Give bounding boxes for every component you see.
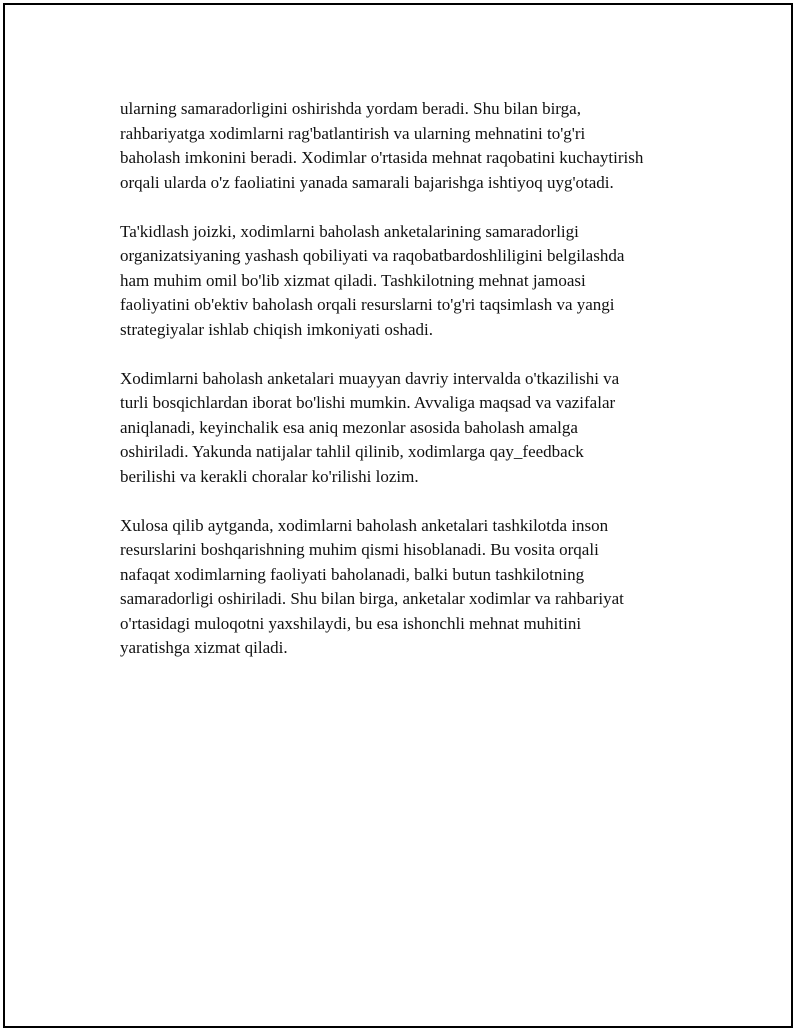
document-body <box>120 97 700 685</box>
text-line: Xulosa qilib aytganda, xodimlarni baholash anketalari tashkilotda inson <box>120 515 609 535</box>
paragraph-2 <box>120 220 700 343</box>
text-line: aniqlanadi, keyinchalik esa aniq mezonlar asosida baholash amalga <box>120 417 578 437</box>
text-line: yaratishga xizmat qiladi. <box>120 638 288 657</box>
document-page <box>3 3 793 1028</box>
text-line: strategiyalar ishlab chiqish imkoniyati oshadi. <box>120 319 434 339</box>
text-line: ham muhim omil bo'lib xizmat qiladi. Tashkilotning mehnat jamoasi <box>120 270 586 290</box>
text-line: orqali ularda o'z faoliatini yanada samarali bajarishga ishtiyoq uyg'otadi. <box>120 172 614 192</box>
text-line: resurslarini boshqarishning muhim qismi hisoblanadi. Bu vosita orqali <box>120 540 599 559</box>
text-line: samaradorligi oshiriladi. Shu bilan birga, anketalar xodimlar va rahbariyat <box>120 589 624 608</box>
text-line: oshiriladi. Yakunda natijalar tahlil qilinib, xodimlarga qay_feedback <box>120 442 584 461</box>
text-line: faoliyatini ob'ektiv baholash orqali resurslarni to'g'ri taqsimlash va yangi <box>120 295 615 314</box>
text-line: Ta'kidlash joizki, xodimlarni baholash anketalarining samaradorligi <box>120 221 579 241</box>
paragraph-4 <box>120 514 700 661</box>
text-line: berilishi va kerakli choralar ko'rilishi lozim. <box>120 466 419 486</box>
text-line: nafaqat xodimlarning faoliyati baholanadi, balki butun tashkilotning <box>120 564 585 584</box>
text-line: rahbariyatga xodimlarni rag'batlantirish va ularning mehnatini to'g'ri <box>120 123 586 143</box>
text-line: Xodimlarni baholash anketalari muayyan davriy intervalda o'tkazilishi va <box>120 368 620 388</box>
text-line: turli bosqichlardan iborat bo'lishi mumkin. Avvaliga maqsad va vazifalar <box>120 393 616 412</box>
text-line: organizatsiyaning yashash qobiliyati va raqobatbardoshliligini belgilashda <box>120 246 625 265</box>
text-line: o'rtasidagi muloqotni yaxshilaydi, bu esa ishonchli mehnat muhitini <box>120 613 582 633</box>
paragraph-3 <box>120 367 700 490</box>
text-line: baholash imkonini beradi. Xodimlar o'rtasida mehnat raqobatini kuchaytirish <box>120 148 644 167</box>
paragraph-1 <box>120 97 700 195</box>
text-line: ularning samaradorligini oshirishda yordam beradi. Shu bilan birga, <box>120 99 581 118</box>
